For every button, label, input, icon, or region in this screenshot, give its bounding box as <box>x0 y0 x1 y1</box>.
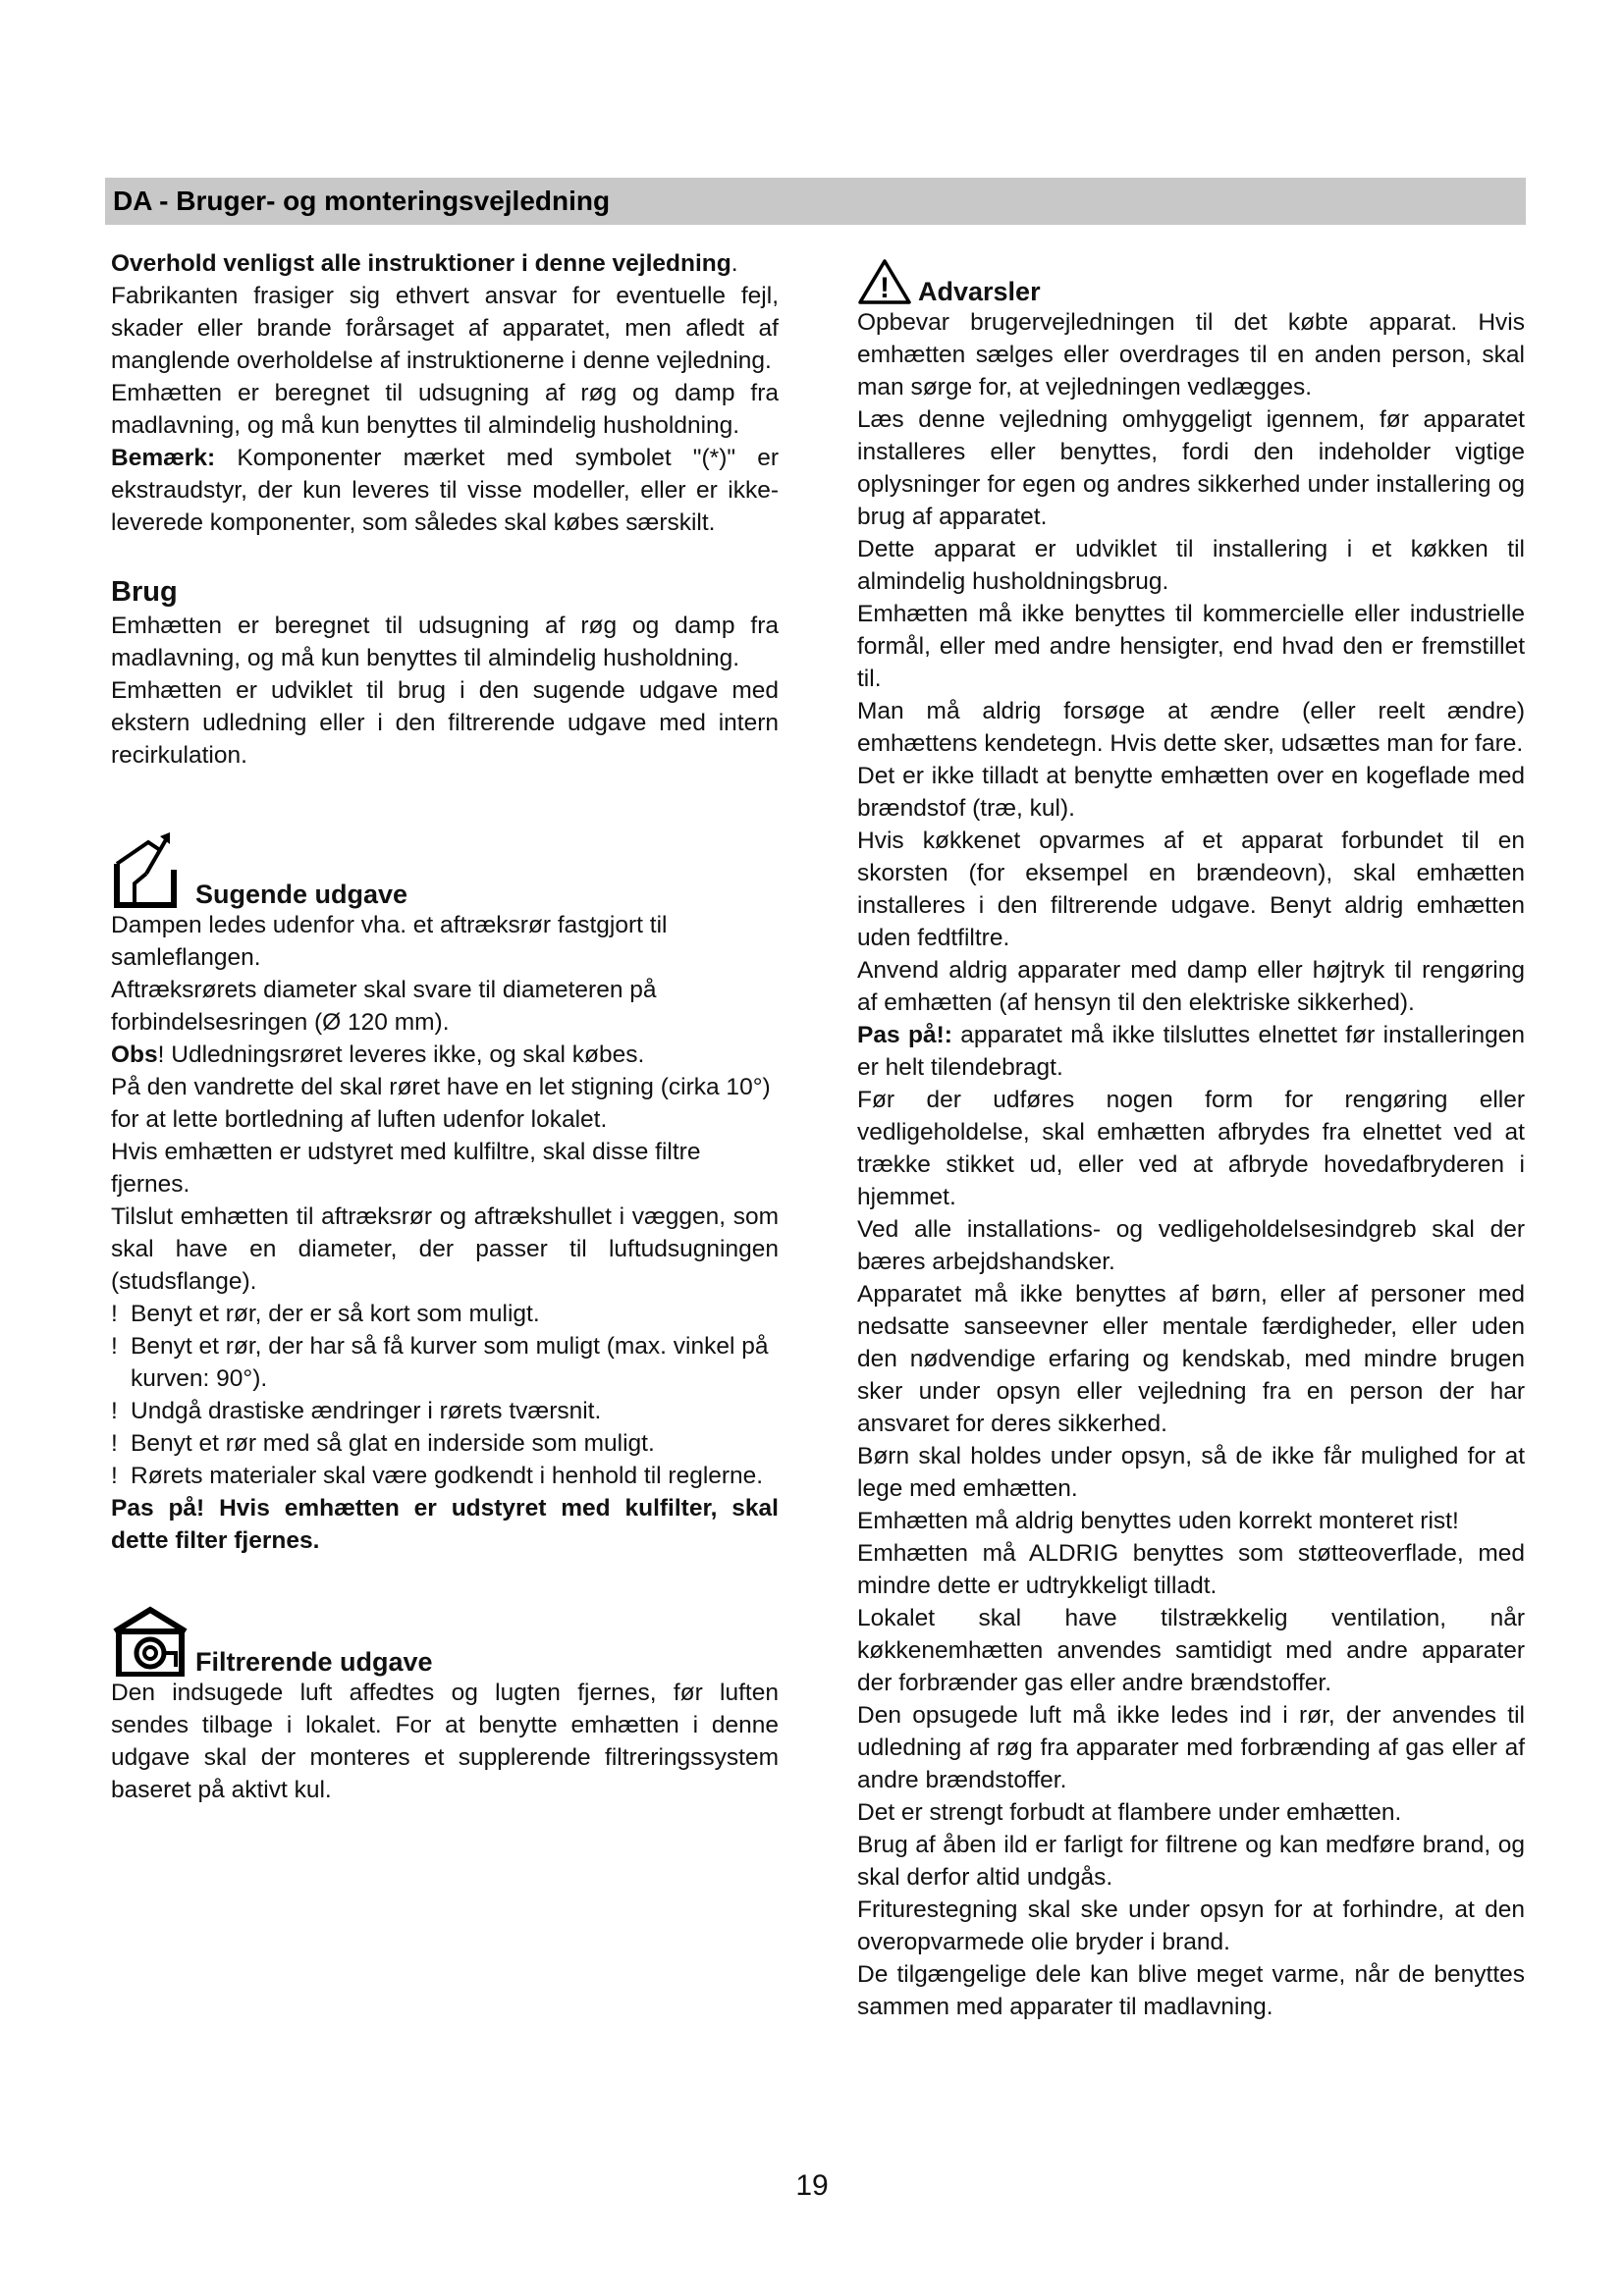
warning-paragraph: Anvend aldrig apparater med damp eller højtryk til rengøring af emhætten (af hensyn til den elektriske sikkerhed). <box>857 957 1525 1016</box>
intro-paragraph-2: Emhætten er beregnet til udsugning af røg og damp fra madlavning, og må kun benyttes til almindelig husholdning. <box>111 380 779 439</box>
brug-paragraph-1: Emhætten er beregnet til udsugning af røg og damp fra madlavning, og må kun benyttes til almindelig husholdning. <box>111 613 779 671</box>
warning-paragraph: De tilgængelige dele kan blive meget varme, når de benyttes sammen med apparater til madlavning. <box>857 1961 1525 2020</box>
brug-paragraph-2: Emhætten er udviklet til brug i den sugende udgave med ekstern udledning eller i den filtrerende udgave med intern recirkulation. <box>111 677 779 769</box>
advarsler-heading-row <box>857 257 1525 306</box>
brug-heading: Brug <box>111 576 178 608</box>
warning-paragraph: Dette apparat er udviklet til installering i et køkken til almindelig husholdningsbrug. <box>857 536 1525 595</box>
obs-text: ! Udledningsrøret leveres ikke, og skal købes. <box>157 1041 645 1068</box>
bullet-text: Benyt et rør, der er så kort som muligt. <box>131 1301 540 1327</box>
intro-paragraph-1: Fabrikanten frasiger sig ethvert ansvar for eventuelle fejl, skader eller brande forårsaget af apparatet, men afledt af manglende overholdelse af instruktionerne i denne vejledning. <box>111 283 779 374</box>
filtrerende-heading-row <box>111 1606 779 1677</box>
right-column <box>857 257 1525 2023</box>
bullet-mark: ! <box>111 1333 118 1360</box>
warning-symbol: ! <box>880 272 890 304</box>
bullet-mark: ! <box>111 1430 118 1457</box>
sugende-paragraph-2: Aftræksrørets diameter skal svare til diameteren på forbindelsesringen (Ø 120 mm). <box>111 977 657 1036</box>
bullet-text: Rørets materialer skal være godkendt i henhold til reglerne. <box>131 1463 764 1489</box>
warning-paragraph: Det er ikke tilladt at benytte emhætten over en kogeflade med brændstof (træ, kul). <box>857 763 1525 822</box>
list-item <box>111 1427 779 1460</box>
warning-paragraph: Emhætten må ALDRIG benyttes som støtteoverflade, med mindre dette er udtrykkeligt tilladt. <box>857 1540 1525 1599</box>
bullet-text: Undgå drastiske ændringer i rørets tværsnit. <box>131 1398 602 1424</box>
warning-paragraph: Læs denne vejledning omhyggeligt igennem, før apparatet installeres eller benyttes, fordi den indeholder vigtige oplysninger for egen og andres sikkerhed under installering og brug af apparatet. <box>857 406 1525 530</box>
warning-paragraph: Brug af åben ild er farligt for filtrene og kan medføre brand, og skal derfor altid undgås. <box>857 1832 1525 1891</box>
warning-paragraph: Emhætten må ikke benyttes til kommercielle eller industrielle formål, eller med andre hensigter, end hvad den er fremstillet til. <box>857 601 1525 692</box>
warning-triangle-icon <box>857 257 912 306</box>
warning-paragraph: Det er strengt forbudt at flambere under emhætten. <box>857 1799 1402 1826</box>
warning-paragraph: Før der udføres nogen form for rengøring eller vedligeholdelse, skal emhætten afbrydes fra elnettet ved at trække stikket ud, eller ved at afbryde hovedafbryderen i hjemmet. <box>857 1087 1525 1210</box>
filtrerende-heading: Filtrerende udgave <box>195 1647 433 1677</box>
warning-paragraph: Hvis køkkenet opvarmes af et apparat forbundet til en skorsten (for eksempel en brændeovn), skal emhætten installeres i den filtrerende udgave. Benyt aldrig emhætten uden fedtfiltre. <box>857 828 1525 951</box>
filtrerende-paragraph: Den indsugede luft affedtes og lugten fjernes, før luften sendes tilbage i lokalet. For at benytte emhætten i denne udgave skal der monteres et supplerende filtreringssystem baseret på aktivt kul. <box>111 1680 779 1803</box>
exhaust-house-icon <box>111 830 189 909</box>
list-item <box>111 1460 779 1492</box>
note-text: Komponenter mærket med symbolet "(*)" er ekstraudstyr, der kun leveres til visse modeller, eller er ikke-leverede komponenter, som således skal købes særskilt. <box>111 445 779 536</box>
left-column <box>111 247 779 1806</box>
warning-paragraph: Den opsugede luft må ikke ledes ind i rør, der anvendes til udledning af røg fra apparater med forbrænding af gas eller af andre brændstoffer. <box>857 1702 1525 1793</box>
document-title: DA - Bruger- og monteringsvejledning <box>113 186 611 216</box>
caution-text: apparatet må ikke tilsluttes elnettet før installeringen er helt tilendebragt. <box>857 1022 1525 1081</box>
bullet-text: Benyt et rør med så glat en inderside som muligt. <box>131 1430 655 1457</box>
caution-paragraph <box>857 1019 1525 1084</box>
warning-paragraph: Opbevar brugervejledningen til det købte apparat. Hvis emhætten sælges eller overdrages til en anden person, skal man sørge for, at vejledningen vedlægges. <box>857 309 1525 400</box>
sugende-warning: Pas på! Hvis emhætten er udstyret med kulfilter, skal dette filter fjernes. <box>111 1495 779 1554</box>
intro-note <box>111 442 779 539</box>
bullet-text: Benyt et rør, der har så få kurver som muligt (max. vinkel på kurven: 90°). <box>131 1333 769 1392</box>
sugende-obs <box>111 1039 779 1071</box>
page-number: 19 <box>795 2169 829 2202</box>
warning-paragraph: Emhætten må aldrig benyttes uden korrekt monteret rist! <box>857 1508 1459 1534</box>
intro-lead-text: Overhold venligst alle instruktioner i denne vejledning <box>111 250 731 277</box>
list-item <box>111 1395 779 1427</box>
bullet-mark: ! <box>111 1301 118 1327</box>
bullet-mark: ! <box>111 1398 118 1424</box>
warning-paragraph: Børn skal holdes under opsyn, så de ikke får mulighed for at lege med emhætten. <box>857 1443 1525 1502</box>
intro-lead <box>111 247 779 280</box>
sugende-paragraph-3: På den vandrette del skal røret have en let stigning (cirka 10°) for at lette bortledning af luften udenfor lokalet. <box>111 1074 771 1133</box>
sugende-paragraph-1: Dampen ledes udenfor vha. et aftræksrør fastgjort til samleflangen. <box>111 912 668 971</box>
advarsler-heading: Advarsler <box>918 277 1041 306</box>
sugende-heading-row <box>111 830 779 909</box>
list-item <box>111 1298 779 1330</box>
list-item <box>111 1330 779 1395</box>
recirculation-house-icon <box>111 1606 189 1677</box>
warning-paragraph: Apparatet må ikke benyttes af børn, eller af personer med nedsatte sanseevner eller mentale færdigheder, eller uden den nødvendige erfaring og kendskab, med mindre brugen sker under opsyn eller vejledning fra en person der har ansvaret for deres sikkerhed. <box>857 1281 1525 1437</box>
warning-paragraph: Lokalet skal have tilstrækkelig ventilation, når køkkenemhætten anvendes samtidigt med andre apparater der forbrænder gas eller andre brændstoffer. <box>857 1605 1525 1696</box>
caution-label: Pas på!: <box>857 1022 952 1048</box>
obs-label: Obs <box>111 1041 158 1068</box>
warning-paragraph: Man må aldrig forsøge at ændre (eller reelt ændre) emhættens kendetegn. Hvis dette sker, udsættes man for fare. <box>857 698 1525 757</box>
note-label: Bemærk: <box>111 445 216 471</box>
sugende-heading: Sugende udgave <box>195 880 408 909</box>
bullet-mark: ! <box>111 1463 118 1489</box>
sugende-paragraph-4: Hvis emhætten er udstyret med kulfiltre, skal disse filtre fjernes. <box>111 1139 701 1198</box>
warning-paragraph: Friturestegning skal ske under opsyn for at forhindre, at den overopvarmede olie bryder i brand. <box>857 1896 1525 1955</box>
intro-lead-end: . <box>731 250 738 277</box>
warning-paragraph: Ved alle installations- og vedligeholdelsesindgreb skal der bæres arbejdshandsker. <box>857 1216 1525 1275</box>
sugende-paragraph-5: Tilslut emhætten til aftræksrør og aftrækshullet i væggen, som skal have en diameter, der passer til luftudsugningen (studsflange). <box>111 1203 779 1295</box>
header-bar <box>105 178 1526 225</box>
